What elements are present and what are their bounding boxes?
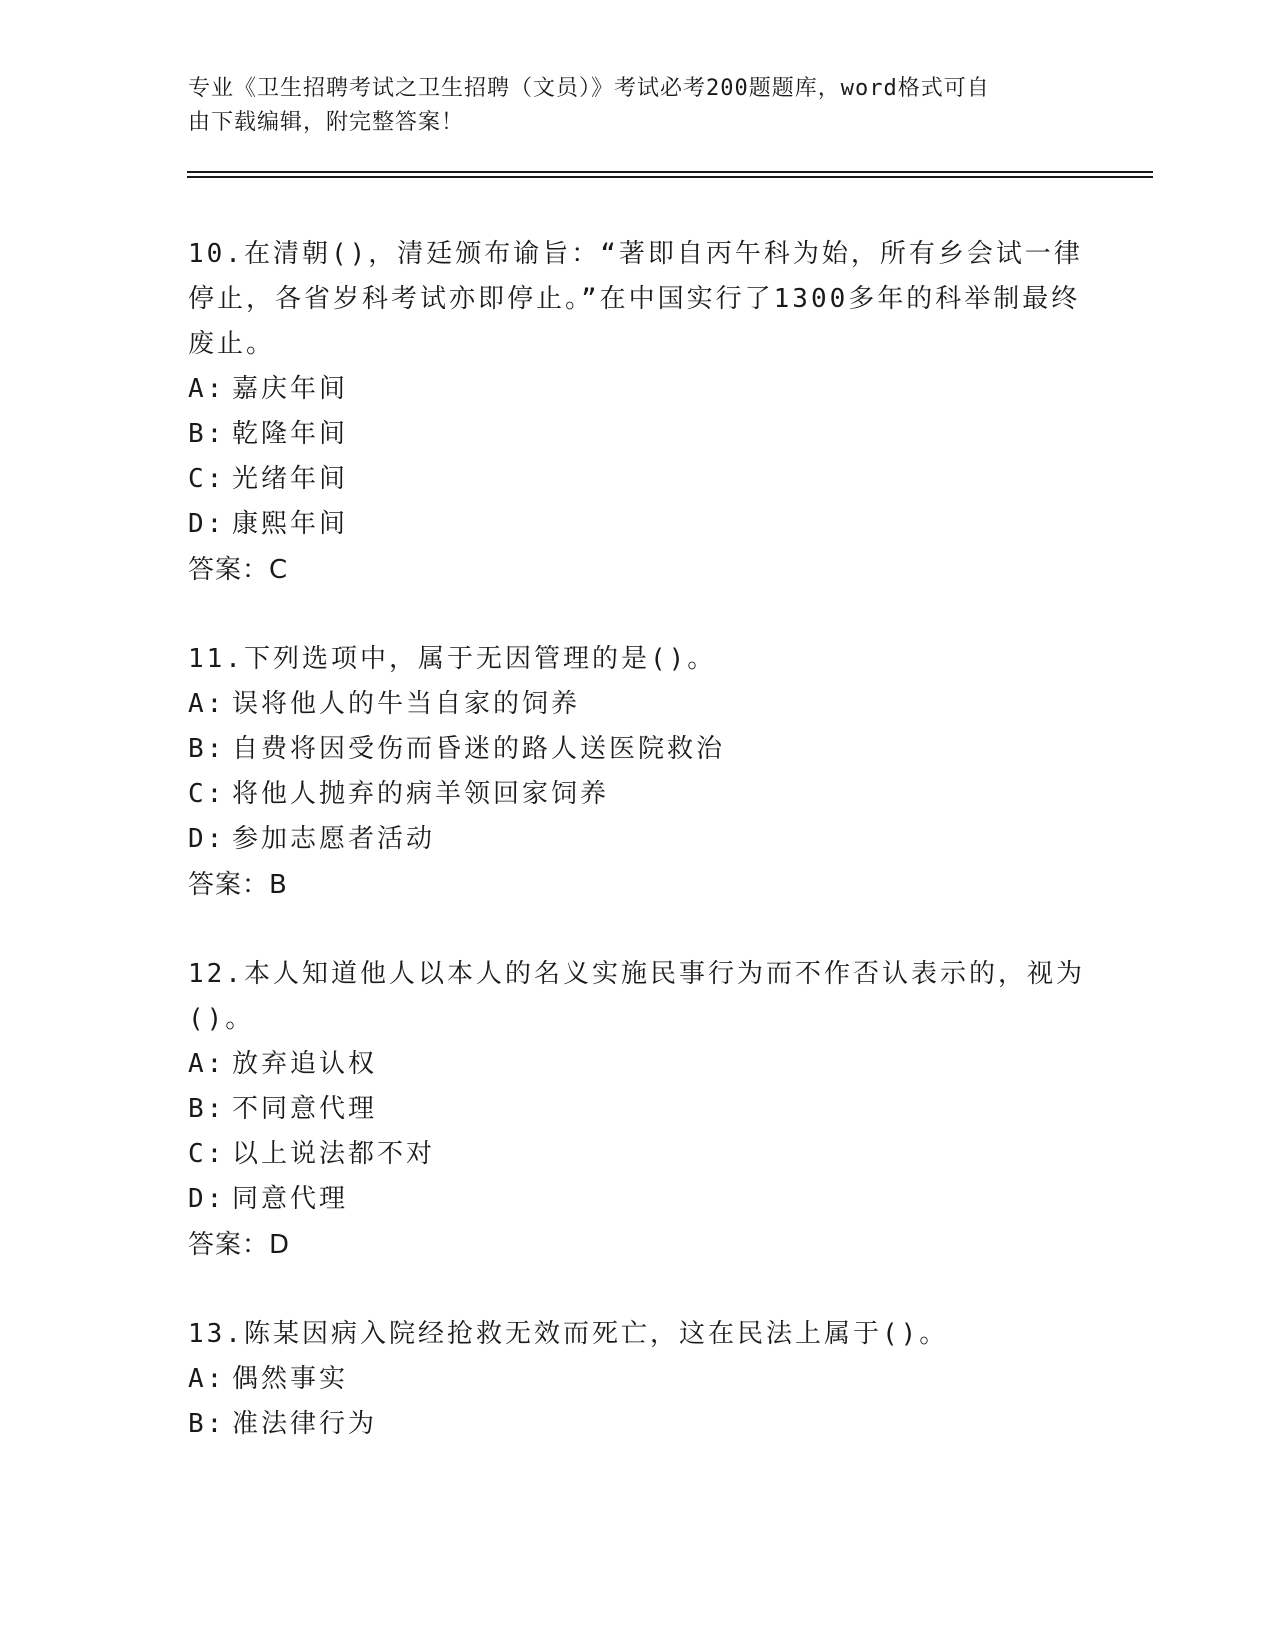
option-text: 同意代理 (232, 1184, 349, 1214)
option-text: 嘉庆年间 (232, 374, 349, 404)
question-11 (188, 637, 1088, 908)
question-stem: 12.本人知道他人以本人的名义实施民事行为而不作否认表示的，视为()。 (188, 959, 1085, 1034)
question-stem: 11.下列选项中，属于无因管理的是()。 (188, 644, 717, 674)
question-13 (188, 1312, 1088, 1447)
option-d (188, 502, 1088, 547)
option-letter: A: (188, 689, 226, 719)
option-b (188, 727, 1088, 772)
answer-line: 答案：C (188, 555, 289, 585)
option-a (188, 682, 1088, 727)
option-letter: C: (188, 1139, 226, 1169)
option-letter: D: (188, 509, 226, 539)
option-text: 误将他人的牛当自家的饲养 (232, 689, 581, 719)
header-line-2: 由下载编辑，附完整答案！ (188, 110, 465, 135)
option-letter: D: (188, 824, 226, 854)
option-letter: A: (188, 1049, 226, 1079)
option-letter: A: (188, 1364, 226, 1394)
option-letter: B: (188, 1409, 226, 1439)
option-letter: B: (188, 419, 226, 449)
option-letter: D: (188, 1184, 226, 1214)
document-header (188, 72, 1068, 140)
header-rule-bottom (187, 176, 1153, 178)
option-b (188, 1402, 1088, 1447)
question-12 (188, 952, 1088, 1268)
option-d (188, 817, 1088, 862)
option-text: 光绪年间 (232, 464, 349, 494)
option-a (188, 367, 1088, 412)
option-text: 自费将因受伤而昏迷的路人送医院救治 (232, 734, 726, 764)
question-10 (188, 232, 1088, 593)
question-list (188, 232, 1088, 1491)
option-text: 偶然事实 (232, 1364, 349, 1394)
option-text: 放弃追认权 (232, 1049, 378, 1079)
answer-line: 答案：D (188, 1230, 291, 1260)
option-text: 不同意代理 (232, 1094, 378, 1124)
option-c (188, 457, 1088, 502)
option-letter: B: (188, 734, 226, 764)
option-letter: A: (188, 374, 226, 404)
option-letter: B: (188, 1094, 226, 1124)
header-line-1: 专业《卫生招聘考试之卫生招聘（文员）》考试必考200题题库，word格式可自 (188, 76, 990, 101)
option-b (188, 412, 1088, 457)
option-d (188, 1177, 1088, 1222)
option-text: 康熙年间 (232, 509, 349, 539)
question-stem: 13.陈某因病入院经抢救无效而死亡，这在民法上属于()。 (188, 1319, 949, 1349)
option-letter: C: (188, 779, 226, 809)
option-text: 准法律行为 (232, 1409, 378, 1439)
option-letter: C: (188, 464, 226, 494)
option-c (188, 772, 1088, 817)
option-text: 乾隆年间 (232, 419, 349, 449)
option-text: 将他人抛弃的病羊领回家饲养 (232, 779, 610, 809)
answer-line: 答案：B (188, 870, 288, 900)
option-c (188, 1132, 1088, 1177)
option-b (188, 1087, 1088, 1132)
option-text: 以上说法都不对 (232, 1139, 436, 1169)
question-stem: 10.在清朝()，清廷颁布谕旨：“著即自丙午科为始，所有乡会试一律停止，各省岁科考试亦即停止。”在中国实行了1300多年的科举制最终废止。 (188, 239, 1083, 359)
option-a (188, 1357, 1088, 1402)
header-rule-top (187, 171, 1153, 173)
option-text: 参加志愿者活动 (232, 824, 436, 854)
option-a (188, 1042, 1088, 1087)
